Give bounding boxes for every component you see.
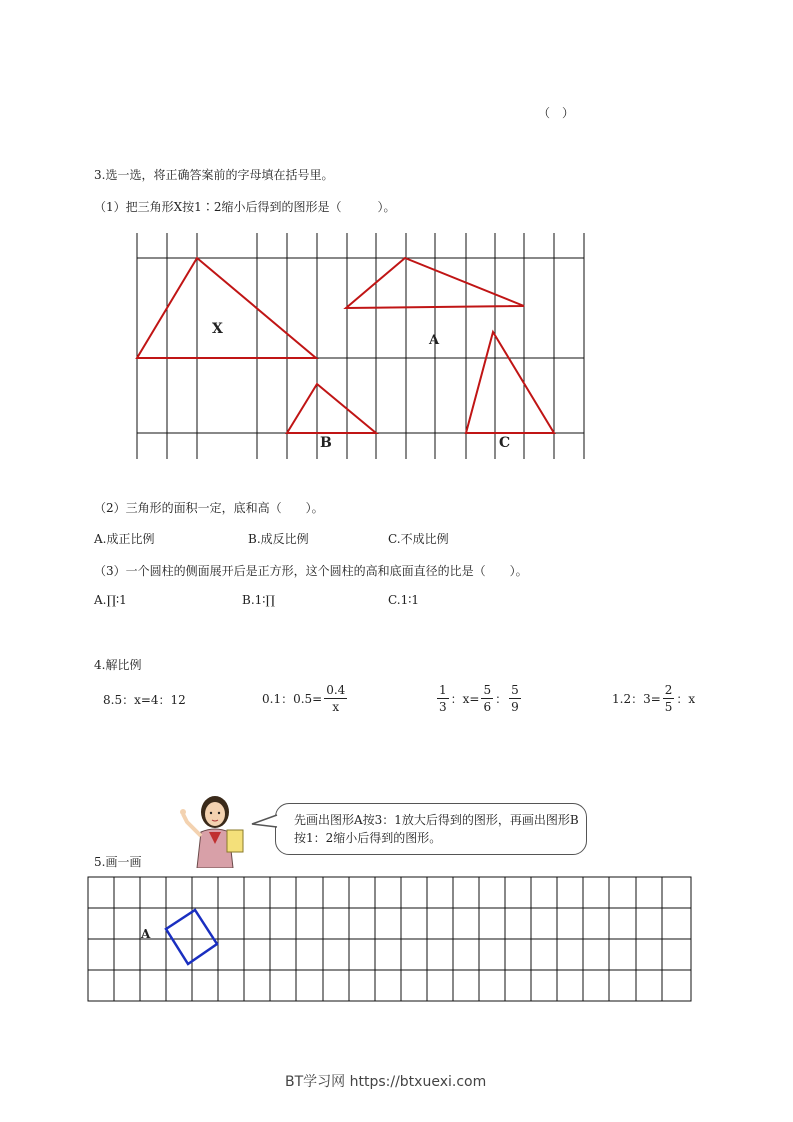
proportion-4-fraction <box>663 682 675 715</box>
q5-grid <box>88 877 691 1001</box>
q3-sub3-option-c: C.1∶1 <box>388 593 419 607</box>
proportion-1: 8.5：x=4：12 <box>103 693 186 707</box>
proportion-3-fraction-2 <box>481 682 493 715</box>
footer-watermark: BT学习网 https://btxuexi.com <box>285 1074 487 1090</box>
q3-title: 3.选一选，将正确答案前的字母填在括号里。 <box>94 168 334 182</box>
triangle-c <box>466 332 554 433</box>
triangle-b <box>287 384 376 433</box>
proportion-4-suffix: ：x <box>676 692 696 706</box>
q3-sub2-option-c: C.不成比例 <box>388 532 449 546</box>
fraction-numerator: 0.4 <box>326 683 346 697</box>
q3-sub3-option-b: B.1∶∏ <box>242 593 275 607</box>
proportion-4 <box>612 682 695 715</box>
q5-drawing-grid <box>85 875 695 1005</box>
proportion-3-mid: ：x= <box>450 692 480 706</box>
fraction-numerator: 1 <box>439 683 447 697</box>
fraction-denominator: 9 <box>511 700 519 714</box>
proportion-2 <box>262 682 349 715</box>
q3-sub3-option-a: A.∏∶1 <box>94 593 127 607</box>
label-c: C <box>499 435 511 451</box>
q3-grid <box>137 233 584 459</box>
top-answer-paren: （ ） <box>538 106 575 120</box>
speech-bubble <box>275 803 587 855</box>
fraction-denominator: 6 <box>483 700 492 714</box>
q3-sub2-option-a: A.成正比例 <box>94 532 155 546</box>
fraction-numerator: 5 <box>483 683 492 697</box>
q3-sub2: （2）三角形的面积一定，底和高（ ）。 <box>94 501 324 515</box>
label-b: B <box>320 435 332 451</box>
fraction-numerator: 5 <box>511 683 519 697</box>
label-x: X <box>212 321 223 337</box>
proportion-2-prefix: 0.1：0.5= <box>262 692 323 706</box>
q4-title: 4.解比例 <box>94 658 142 672</box>
proportion-2-fraction <box>324 682 347 715</box>
triangle-x <box>137 258 316 358</box>
q3-sub2-option-b: B.成反比例 <box>248 532 309 546</box>
q3-sub1: （1）把三角形X按1∶2缩小后得到的图形是（ ）。 <box>94 200 396 214</box>
proportion-4-prefix: 1.2：3= <box>612 692 661 706</box>
q5-label-a: A <box>141 927 151 941</box>
proportion-3-sep: ： <box>495 692 508 706</box>
fraction-denominator: x <box>332 700 340 714</box>
label-a: A <box>429 333 440 348</box>
q5-title: 5.画一画 <box>94 855 142 869</box>
speech-bubble-tail <box>250 812 280 832</box>
proportion-3 <box>435 682 523 715</box>
q3-sub3: （3）一个圆柱的侧面展开后是正方形，这个圆柱的高和底面直径的比是（ ）。 <box>94 564 528 578</box>
q3-grid-figure <box>130 232 590 462</box>
speech-bubble-text: 先画出图形A按3：1放大后得到的图形，再画出图形B按1：2缩小后得到的图形。 <box>294 813 579 845</box>
fraction-denominator: 5 <box>664 700 673 714</box>
proportion-3-fraction-1 <box>437 682 449 715</box>
proportion-3-fraction-3 <box>509 682 521 715</box>
teacher-illustration <box>175 792 255 868</box>
fraction-denominator: 3 <box>439 700 447 714</box>
fraction-numerator: 2 <box>664 683 673 697</box>
